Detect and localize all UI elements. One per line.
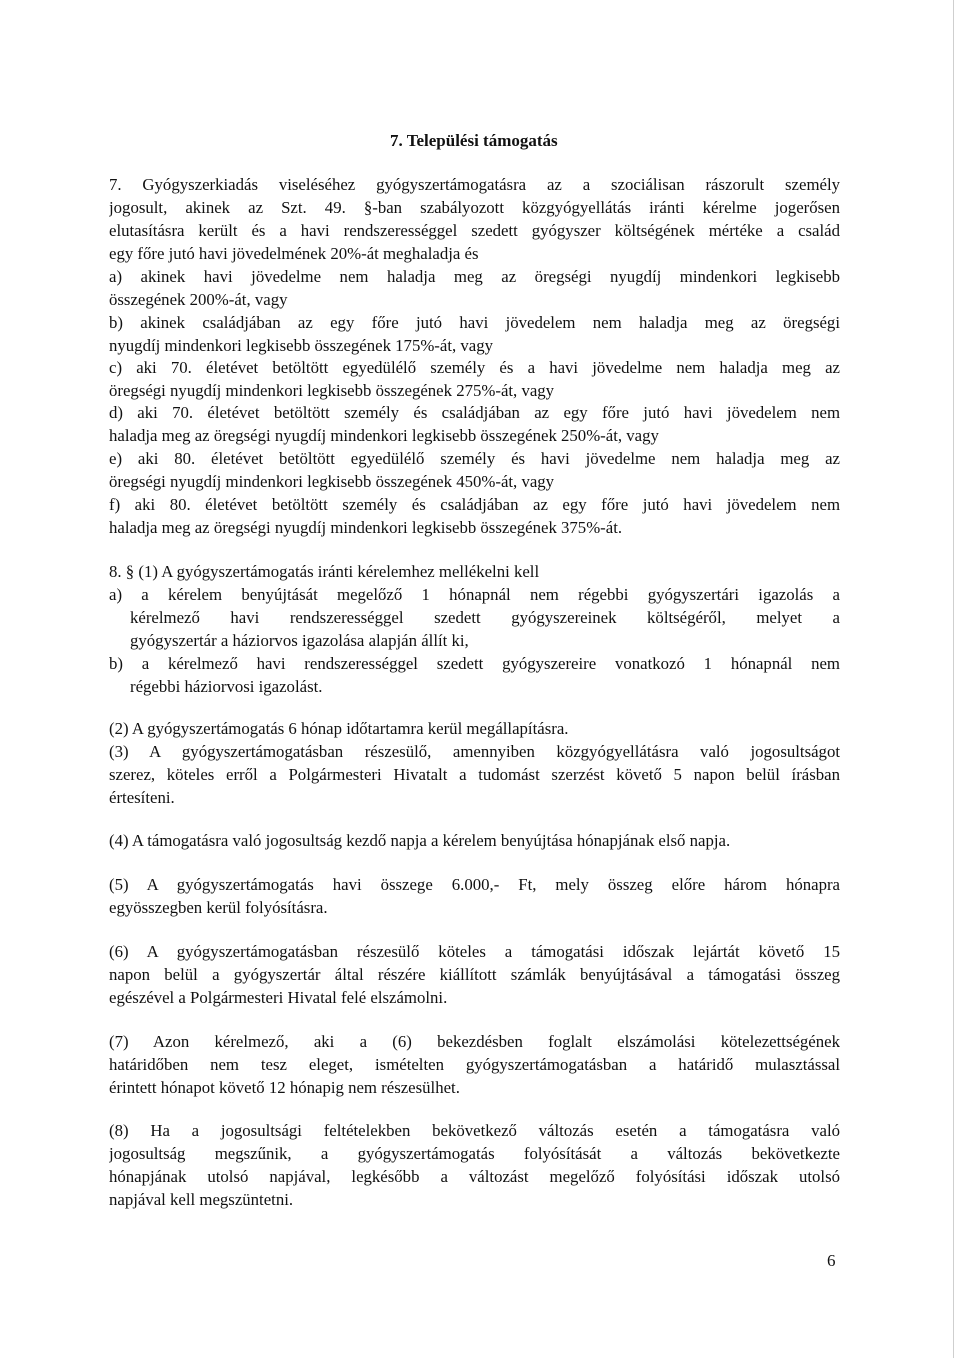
s7-line-5: a) akinek havi jövedelme nem haladja meg az öregségi nyugdíj mindenkori legkisebb: [109, 267, 840, 286]
s7-line-4: egy főre jutó havi jövedelmének 20%-át meghaladja és: [109, 244, 479, 263]
para-8-line-2: jogosultság megszűnik, a gyógyszertámogatás folyósítását a változás bekövetkezte: [109, 1144, 840, 1163]
para-3-line-2: szerez, köteles erről a Polgármesteri Hivatalt a tudomást szerzést követő 5 napon belül írásban: [109, 765, 840, 784]
section-title: 7. Települési támogatás: [390, 131, 558, 150]
para-7-line-3: érintett hónapot követő 12 hónapig nem részesülhet.: [109, 1078, 460, 1097]
s7-line-2: jogosult, akinek az Szt. 49. §-ban szabályozott közgyógyellátás iránti kérelme jogerősen: [109, 198, 840, 217]
para-7-line-1: (7) Azon kérelmező, aki a (6) bekezdésben foglalt elszámolási kötelezettségének: [109, 1032, 840, 1051]
s7-line-13: e) aki 80. életévet betöltött egyedülélő személy és havi jövedelme nem haladja meg az: [109, 449, 840, 468]
s7-line-8: nyugdíj mindenkori legkisebb összegének 175%-át, vagy: [109, 336, 494, 355]
para-5-line-2: egyösszegben kerül folyósításra.: [109, 898, 328, 917]
s7-line-7: b) akinek családjában az egy főre jutó havi jövedelem nem haladja meg az öregségi: [109, 313, 840, 332]
s7-line-14: öregségi nyugdíj mindenkori legkisebb összegének 450%-át, vagy: [109, 472, 555, 491]
s8-line-5: b) a kérelmező havi rendszerességgel szedett gyógyszereire vonatkozó 1 hónapnál nem: [109, 654, 840, 673]
para-6-line-2: napon belül a gyógyszertár által részére kiállított számlák benyújtásával a támogatási összeg: [109, 965, 840, 984]
para-8-line-4: napjával kell megszüntetni.: [109, 1190, 294, 1209]
para-4: (4) A támogatásra való jogosultság kezdő napja a kérelem benyújtása hónapjának első napja.: [109, 831, 731, 850]
s8-line-4: gyógyszertár a háziorvos igazolása alapján állít ki,: [130, 631, 469, 650]
s8-line-6: régebbi háziorvosi igazolást.: [130, 677, 323, 696]
s7-line-12: haladja meg az öregségi nyugdíj mindenkori legkisebb összegének 250%-át, vagy: [109, 426, 659, 445]
s7-line-9: c) aki 70. életévet betöltött egyedülélő személy és a havi jövedelme nem haladja meg az: [109, 358, 840, 377]
s7-line-6: összegének 200%-át, vagy: [109, 290, 288, 309]
s7-line-10: öregségi nyugdíj mindenkori legkisebb összegének 275%-át, vagy: [109, 381, 555, 400]
s8-line-3: kérelmező havi rendszerességgel szedett gyógyszereinek költségéről, melyet a: [130, 608, 840, 627]
s7-line-3: elutasításra került és a havi rendszerességgel szedett gyógyszer költségének mértéke a család: [109, 221, 840, 240]
para-3-line-3: értesíteni.: [109, 788, 175, 807]
scan-edge-line: [953, 0, 954, 1358]
para-7-line-2: határidőben nem tesz eleget, ismételten gyógyszertámogatásban a határidő mulasztással: [109, 1055, 840, 1074]
s8-line-2: a) a kérelem benyújtását megelőző 1 hónapnál nem régebbi gyógyszertári igazolás a: [109, 585, 840, 604]
s7-line-16: haladja meg az öregségi nyugdíj mindenkori legkisebb összegének 375%-át.: [109, 518, 623, 537]
page-number: 6: [827, 1251, 836, 1270]
para-6-line-3: egészével a Polgármesteri Hivatal felé elszámolni.: [109, 988, 448, 1007]
s7-line-11: d) aki 70. életévet betöltött személy és családjában az egy főre jutó havi jövedelem nem: [109, 403, 840, 422]
s7-line-1: 7. Gyógyszerkiadás viseléséhez gyógyszertámogatásra az a szociálisan rászorult személy: [109, 175, 840, 194]
para-2: (2) A gyógyszertámogatás 6 hónap időtartamra kerül megállapításra.: [109, 719, 569, 738]
para-8-line-1: (8) Ha a jogosultsági feltételekben bekövetkező változás esetén a támogatásra való: [109, 1121, 840, 1140]
s8-line-1: 8. § (1) A gyógyszertámogatás iránti kérelemhez mellékelni kell: [109, 562, 540, 581]
para-8-line-3: hónapjának utolsó napjával, legkésőbb a változást megelőző folyósítási időszak utolsó: [109, 1167, 840, 1186]
para-6-line-1: (6) A gyógyszertámogatásban részesülő köteles a támogatási időszak lejártát követő 15: [109, 942, 840, 961]
s7-line-15: f) aki 80. életévet betöltött személy és családjában az egy főre jutó havi jövedelem nem: [109, 495, 840, 514]
para-5-line-1: (5) A gyógyszertámogatás havi összege 6.000,- Ft, mely összeg előre három hónapra: [109, 875, 840, 894]
para-3-line-1: (3) A gyógyszertámogatásban részesülő, amennyiben közgyógyellátásra való jogosultságot: [109, 742, 840, 761]
